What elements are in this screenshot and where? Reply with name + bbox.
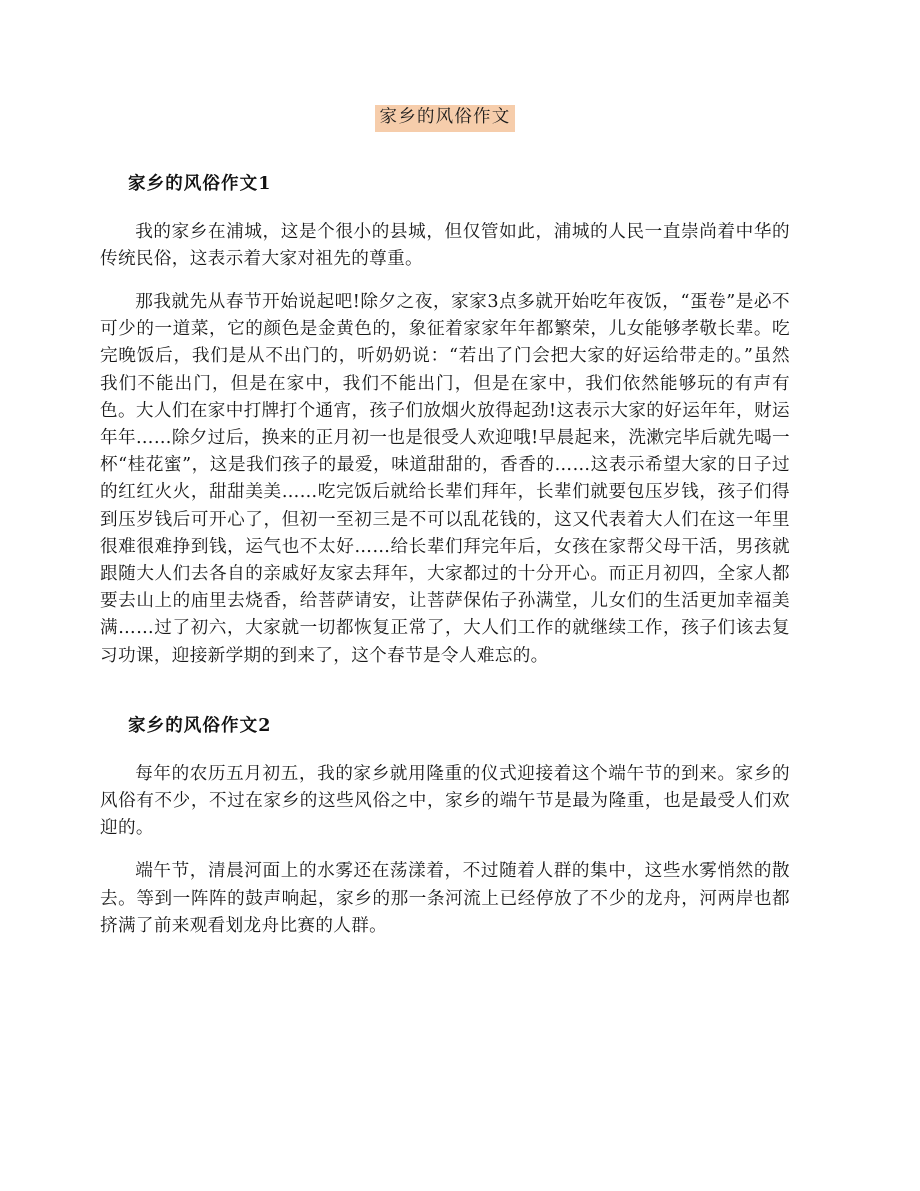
- document-body: [100, 0, 790, 940]
- page-title: 家乡的风俗作文: [375, 105, 516, 132]
- section-heading-2: 家乡的风俗作文2: [128, 715, 272, 736]
- document-title-container: [100, 105, 790, 132]
- section-heading-1: 家乡的风俗作文1: [128, 173, 272, 194]
- section-2-paragraph-1: 每年的农历五月初五，我的家乡就用隆重的仪式迎接着这个端午节的到来。家乡的风俗有不少，不过在家乡的这些风俗之中，家乡的端午节是最为隆重，也是最受人们欢迎的。: [100, 763, 790, 839]
- section-1-paragraph-1: 我的家乡在浦城，这是个很小的县城，但仅管如此，浦城的人民一直崇尚着中华的传统民俗，这表示着大家对祖先的尊重。: [100, 221, 790, 269]
- section-2-paragraph-2: 端午节，清晨河面上的水雾还在荡漾着，不过随着人群的集中，这些水雾悄然的散去。等到一阵阵的鼓声响起，家乡的那一条河流上已经停放了不少的龙舟，河两岸也都挤满了前来观看划龙舟比赛的人群。: [100, 861, 790, 936]
- section-1-paragraph-2: 那我就先从春节开始说起吧!除夕之夜，家家3点多就开始吃年夜饭，“蛋卷”是必不可少的一道菜，它的颜色是金黄色的，象征着家家年年都繁荣，儿女能够孝敬长辈。吃完晚饭后，我们是从不出门的，听奶奶说：“若出了门会把大家的好运给带走的。”虽然我们不能出门，但是在家中，我们不能出门，但是在家中，我们依然能够玩的有声有色。大人们在家中打牌打个通宵，孩子们放烟火放得起劲!这表示大家的好运年年，财运年年……除夕过后，换来的正月初一也是很受人欢迎哦!早晨起来，洗漱完毕后就先喝一杯“桂花蜜”，这是我们孩子的最爱，味道甜甜的，香香的……这表示希望大家的日子过的红红火火，甜甜美美……吃完饭后就给长辈们拜年，长辈们就要包压岁钱，孩子们得到压岁钱后可开心了，但初一至初三是不可以乱花钱的，这又代表着大人们在这一年里很难很难挣到钱，运气也不太好……给长辈们拜完年后，女孩在家帮父母干活，男孩就跟随大人们去各自的亲戚好友家去拜年，大家都过的十分开心。而正月初四，全家人都要去山上的庙里去烧香，给菩萨请安，让菩萨保佑子孙满堂，儿女们的生活更加幸福美满……过了初六，大家就一切都恢复正常了，大人们工作的就继续工作，孩子们该去复习功课，迎接新学期的到来了，这个春节是令人难忘的。: [100, 291, 790, 666]
